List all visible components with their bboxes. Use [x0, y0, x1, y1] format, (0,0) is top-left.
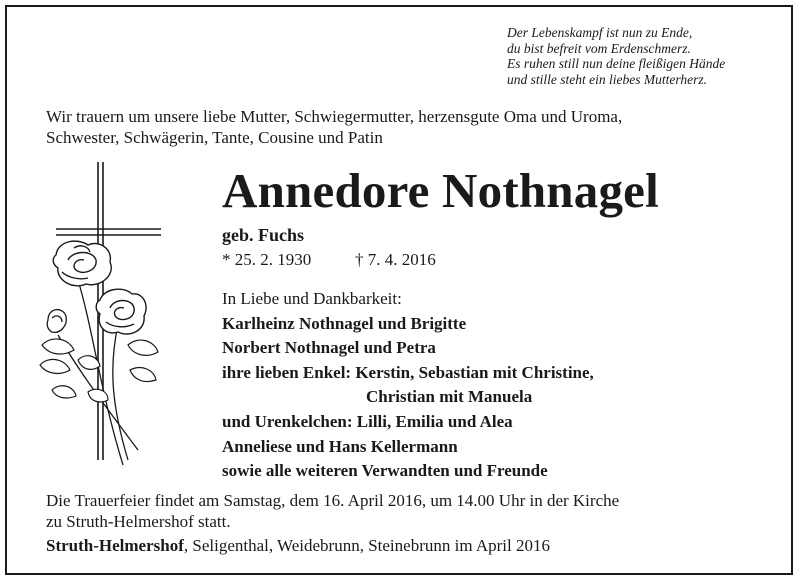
poem	[507, 25, 725, 87]
family-line: Anneliese und Hans Kellermann	[222, 436, 458, 456]
family-line: Karlheinz Nothnagel und Brigitte	[222, 313, 467, 333]
family-line: Christian mit Manuela	[366, 387, 533, 407]
place-date	[46, 536, 550, 556]
ceremony-line: Die Trauerfeier findet am Samstag, dem 16. April 2016, um 14.00 Uhr in der Kirche	[46, 491, 620, 510]
birth-name: geb. Fuchs	[222, 225, 305, 245]
birth-date: * 25. 2. 1930	[222, 250, 312, 269]
intro-text	[46, 106, 746, 148]
family-list	[222, 287, 594, 484]
death-date: † 7. 4. 2016	[355, 250, 436, 269]
place-rest: , Seligenthal, Weidebrunn, Steinebrunn im April 2016	[183, 536, 551, 555]
poem-line: Der Lebenskampf ist nun zu Ende,	[507, 25, 693, 40]
intro-line: Schwester, Schwägerin, Tante, Cousine und Patin	[46, 128, 383, 147]
family-line: Norbert Nothnagel und Petra	[222, 338, 436, 358]
family-line: und Urenkelchen: Lilli, Emilia und Alea	[222, 411, 513, 431]
family-line: ihre lieben Enkel: Kerstin, Sebastian mit Christine,	[222, 362, 594, 382]
intro-line: Wir trauern um unsere liebe Mutter, Schwiegermutter, herzensgute Oma und Uroma,	[46, 107, 623, 126]
family-line: sowie alle weiteren Verwandten und Freunde	[222, 461, 548, 481]
ceremony-info	[46, 490, 619, 532]
family-lead: In Liebe und Dankbarkeit:	[222, 289, 402, 308]
cross-with-roses-icon	[38, 160, 168, 470]
poem-line: du bist befreit vom Erdenschmerz.	[507, 40, 691, 56]
poem-line: und stille steht ein liebes Mutterherz.	[507, 71, 707, 87]
life-dates	[222, 250, 436, 270]
poem-line: Es ruhen still nun deine fleißigen Hände	[507, 56, 726, 71]
ceremony-line: zu Struth-Helmershof statt.	[46, 512, 231, 531]
place-main: Struth-Helmershof	[46, 536, 184, 555]
deceased-name: Annedore Nothnagel	[222, 163, 659, 218]
